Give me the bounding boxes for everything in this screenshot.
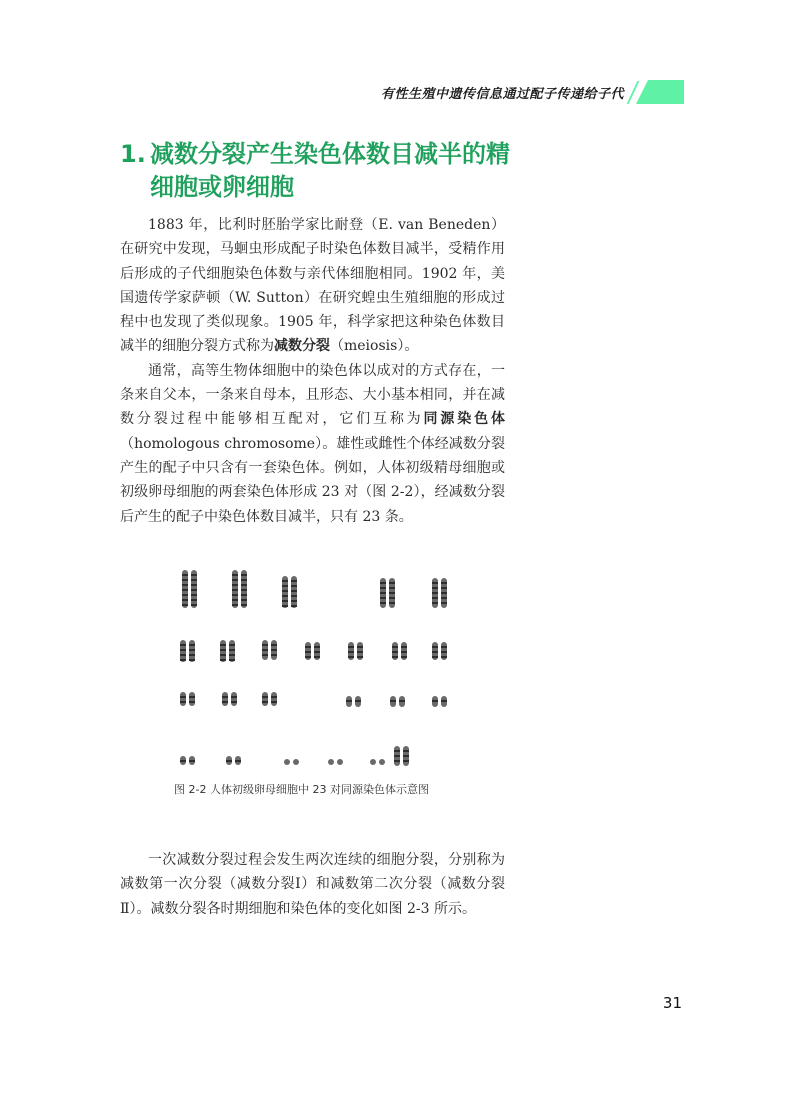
chromosome-band — [441, 646, 447, 648]
chromosome-band — [180, 760, 186, 762]
chromosome-pair — [432, 578, 447, 608]
chromosome — [271, 692, 277, 706]
chromosome-band — [380, 592, 386, 594]
chromosome-band — [232, 584, 238, 586]
paragraph-text: 1883 年，比利时胚胎学家比耐登（E. van Beneden）在研究中发现，马蛔虫形成配子时染色体数目减半，受精作用后形成的子代细胞染色体数与亲代体细胞相同。1902 年，美国遗传学家萨顿（W. Sutton）在研究蝗虫生殖细胞的形成过程中也发现了类似现象。1905 年，科学家把这种染色体数目减半的细胞分裂方式称为 — [120, 217, 505, 355]
chromosome-band — [282, 600, 288, 602]
chromosome-band — [432, 656, 438, 658]
chromosome-band — [182, 579, 188, 581]
chromosome-pair — [282, 576, 297, 608]
chromosome-band — [355, 700, 361, 702]
paragraph-history — [120, 213, 505, 359]
chromosome-pair — [390, 696, 405, 707]
chromosome-band — [291, 600, 297, 602]
chromosome-band — [441, 656, 447, 658]
figure-caption: 图 2-2 人体初级卵母细胞中 23 对同源染色体示意图 — [174, 783, 429, 796]
chromosome-band — [180, 659, 186, 661]
chromosome-band — [271, 644, 277, 646]
chromosome-band — [232, 604, 238, 606]
key-term-homologous: 同源染色体 — [423, 411, 506, 428]
chromosome-band — [262, 701, 268, 703]
chromosome-band — [191, 579, 197, 581]
chromosome — [337, 759, 343, 765]
chromosome-band — [182, 584, 188, 586]
chromosome-band — [232, 594, 238, 596]
chromosome-band — [389, 597, 395, 599]
chromosome-band — [182, 574, 188, 576]
chromosome-band — [262, 649, 268, 651]
chromosome-band — [441, 592, 447, 594]
chromosome-band — [191, 589, 197, 591]
chromosome-band — [241, 584, 247, 586]
chromosome-band — [282, 605, 288, 607]
chromosome-band — [241, 599, 247, 601]
chromosome-band — [282, 590, 288, 592]
chromosome-pair — [348, 642, 363, 660]
chromosome-band — [305, 656, 311, 658]
chromosome-band — [357, 646, 363, 648]
chromosome-band — [232, 589, 238, 591]
chromosome — [180, 692, 186, 706]
chromosome-band — [282, 585, 288, 587]
chromosome-band — [305, 651, 311, 653]
chromosome-band — [232, 579, 238, 581]
chromosome-band — [432, 602, 438, 604]
chromosome-band — [441, 597, 447, 599]
paragraph-text: （homologous chromosome）。雄性或雌性个体经减数分裂产生的配子中只含有一套染色体。例如，人体初级精母细胞或初级卵母细胞的两套染色体形成 23 对（图 2-2），经减数分裂后产生的配子中染色体数目减半，只有 23 条。 — [120, 435, 505, 525]
chromosome-band — [392, 646, 398, 648]
chromosome-pair — [262, 640, 277, 660]
chromosome-band — [189, 659, 195, 661]
chromosome-band — [389, 602, 395, 604]
paragraph-text: 通常，高等生物体细胞中的染色体以成对的方式存在，一条来自父本，一条来自母本，且形态、大小基本相同，并在减数分裂过程中能够相互配对，它们互称为 — [120, 362, 505, 428]
chromosome-band — [432, 597, 438, 599]
chromosome-band — [262, 644, 268, 646]
chromosome-band — [189, 654, 195, 656]
chromosome-band — [390, 700, 396, 702]
chromosome-pair — [222, 692, 237, 706]
chromosome-band — [394, 760, 400, 762]
chromosome-band — [220, 649, 226, 651]
chromosome-pair — [232, 570, 247, 608]
chromosome-band — [189, 696, 195, 698]
chromosome-pair — [284, 759, 299, 765]
chromosome — [370, 759, 376, 765]
chromosome-band — [182, 599, 188, 601]
chromosome-band — [348, 656, 354, 658]
chromosome-band — [262, 696, 268, 698]
chromosome-pair — [226, 756, 241, 765]
chromosome — [262, 692, 268, 706]
chromosome-band — [314, 651, 320, 653]
chromosome-pair — [180, 692, 195, 706]
chromosome-band — [441, 582, 447, 584]
chromosome-band — [191, 594, 197, 596]
chromosome-band — [229, 659, 235, 661]
chromosome-band — [403, 750, 409, 752]
chromosome — [328, 759, 334, 765]
chromosome-band — [314, 656, 320, 658]
chromosome — [222, 692, 228, 706]
chromosome-band — [271, 654, 277, 656]
chromosome-band — [232, 599, 238, 601]
chromosome-pair — [392, 642, 407, 660]
chromosome-pair — [262, 692, 277, 706]
section-heading-line1 — [120, 138, 540, 171]
chromosome-band — [189, 701, 195, 703]
page-number: 31 — [662, 994, 682, 1012]
chromosome-band — [432, 582, 438, 584]
paragraph-homologous — [120, 359, 505, 529]
section-title-line1: 减数分裂产生染色体数目减半的精 — [150, 140, 510, 168]
chromosome-band — [432, 592, 438, 594]
chromosome-band — [282, 580, 288, 582]
chromosome-pair — [380, 578, 395, 608]
chromosome-band — [232, 574, 238, 576]
chromosome-band — [271, 649, 277, 651]
chromosome-band — [189, 760, 195, 762]
chromosome — [284, 759, 290, 765]
chromosome-band — [291, 590, 297, 592]
section-number: 1. — [120, 140, 146, 168]
chromosome-band — [357, 651, 363, 653]
chromosome-band — [180, 649, 186, 651]
chromosome-band — [182, 589, 188, 591]
chromosome-band — [291, 605, 297, 607]
chromosome-band — [348, 646, 354, 648]
chromosome-band — [220, 644, 226, 646]
chromosome-band — [191, 584, 197, 586]
chromosome-pair — [432, 642, 447, 660]
chromosome-band — [389, 587, 395, 589]
running-header — [0, 80, 684, 104]
chromosome-band — [231, 696, 237, 698]
chromosome-band — [226, 760, 232, 762]
karyotype-figure — [170, 562, 470, 772]
chromosome-band — [357, 656, 363, 658]
chromosome-band — [380, 587, 386, 589]
chromosome-band — [401, 646, 407, 648]
chromosome-band — [432, 646, 438, 648]
chromosome-band — [392, 656, 398, 658]
chromosome-band — [432, 587, 438, 589]
chromosome-band — [380, 582, 386, 584]
chromosome-pair — [370, 759, 385, 765]
chromosome-band — [271, 701, 277, 703]
chromosome-pair — [180, 756, 195, 765]
chromosome-band — [180, 696, 186, 698]
header-accent-slash — [627, 81, 640, 104]
chromosome-band — [432, 651, 438, 653]
chromosome-band — [389, 582, 395, 584]
chromosome-band — [229, 654, 235, 656]
chromosome-band — [180, 644, 186, 646]
chromosome-band — [271, 696, 277, 698]
section-title-line2: 细胞或卵细胞 — [150, 173, 294, 201]
chromosome-band — [229, 644, 235, 646]
chromosome-band — [241, 574, 247, 576]
chromosome-band — [282, 595, 288, 597]
chromosome-band — [394, 755, 400, 757]
chromosome — [189, 692, 195, 706]
chromosome-band — [180, 701, 186, 703]
chromosome-pair — [180, 640, 195, 662]
chromosome-band — [291, 595, 297, 597]
chromosome-band — [220, 654, 226, 656]
chromosome-band — [180, 654, 186, 656]
chromosome-band — [182, 604, 188, 606]
chromosome-band — [222, 701, 228, 703]
chromosome-band — [191, 574, 197, 576]
chromosome-band — [229, 649, 235, 651]
chromosome-band — [189, 644, 195, 646]
body-text-top — [120, 213, 505, 529]
chromosome-band — [314, 646, 320, 648]
chromosome-band — [305, 646, 311, 648]
chromosome — [231, 692, 237, 706]
chromosome-pair — [182, 570, 197, 608]
chromosome-band — [441, 602, 447, 604]
chromosome-band — [346, 700, 352, 702]
chromosome-band — [394, 750, 400, 752]
karyotype-image — [170, 562, 470, 772]
chromosome-pair — [328, 759, 343, 765]
chromosome-band — [403, 760, 409, 762]
chromosome — [293, 759, 299, 765]
chromosome-band — [399, 700, 405, 702]
header-title: 有性生殖中遗传信息通过配子传递给子代 — [380, 87, 624, 102]
chromosome-band — [380, 602, 386, 604]
chromosome-band — [432, 700, 438, 702]
chromosome-band — [262, 654, 268, 656]
chromosome-pair — [305, 642, 320, 660]
chromosome — [379, 759, 385, 765]
body-text-bottom — [120, 848, 505, 921]
chromosome-band — [291, 580, 297, 582]
chromosome-pair — [432, 696, 447, 707]
paragraph-text: （meiosis）。 — [330, 338, 419, 355]
chromosome-band — [389, 592, 395, 594]
chromosome-band — [189, 649, 195, 651]
chromosome-band — [191, 604, 197, 606]
chromosome-band — [241, 604, 247, 606]
chromosome-band — [441, 587, 447, 589]
chromosome-band — [392, 651, 398, 653]
section-heading — [120, 138, 540, 204]
paragraph-meiosis-divisions: 一次减数分裂过程会发生两次连续的细胞分裂，分别称为减数第一次分裂（减数分裂Ⅰ）和减数第二次分裂（减数分裂Ⅱ）。减数分裂各时期细胞和染色体的变化如图 2-3 所示。 — [120, 852, 505, 917]
chromosome-band — [241, 589, 247, 591]
chromosome-band — [182, 594, 188, 596]
key-term-meiosis: 减数分裂 — [274, 338, 330, 355]
chromosome-band — [348, 651, 354, 653]
chromosome-band — [241, 594, 247, 596]
chromosome-pair — [220, 640, 235, 662]
chromosome-pair — [346, 696, 361, 707]
chromosome-band — [222, 696, 228, 698]
chromosome-band — [403, 755, 409, 757]
chromosome-pair — [394, 746, 409, 766]
chromosome-band — [441, 651, 447, 653]
chromosome-band — [231, 701, 237, 703]
chromosome-band — [241, 579, 247, 581]
chromosome-band — [441, 700, 447, 702]
chromosome-band — [401, 651, 407, 653]
header-accent-bar — [636, 80, 684, 104]
chromosome-band — [401, 656, 407, 658]
chromosome-band — [191, 599, 197, 601]
chromosome-band — [380, 597, 386, 599]
chromosome-band — [291, 585, 297, 587]
chromosome-band — [220, 659, 226, 661]
chromosome-band — [235, 760, 241, 762]
